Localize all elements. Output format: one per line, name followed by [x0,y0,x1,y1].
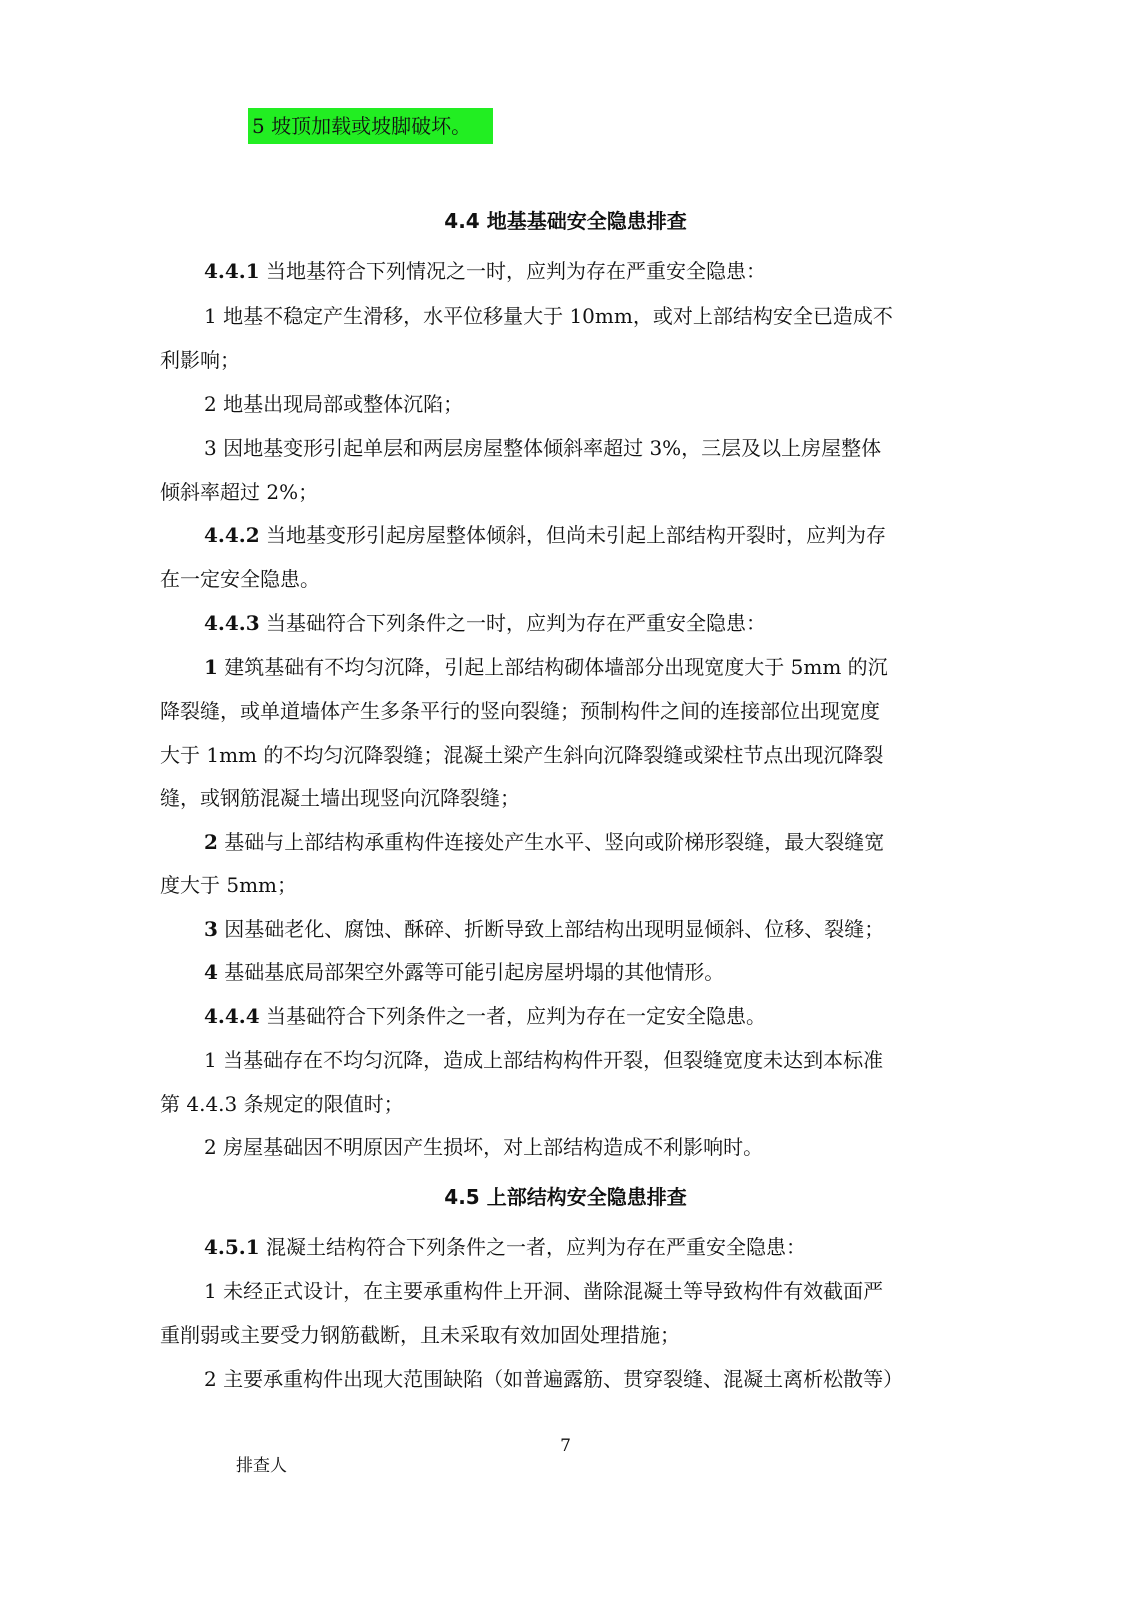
clause-4-4-3-item-1 [204,652,950,682]
clause-4-4-1-item-2: 2 地基出现局部或整体沉陷； [204,392,464,416]
clause-4-5-1-item-1-cont: 重削弱或主要受力钢筋截断，且未采取有效加固处理措施； [160,1323,680,1347]
clause-4-4-3-item-2-cont: 度大于 5mm； [160,873,298,897]
clause-4-4-3 [204,608,950,638]
item-text: 基础与上部结构承重构件连接处产生水平、竖向或阶梯形裂缝，最大裂缝宽 [217,830,885,854]
item-text: 基础基底局部架空外露等可能引起房屋坍塌的其他情形。 [217,960,725,984]
clause-text: 当基础符合下列条件之一者，应判为存在一定安全隐患。 [259,1004,767,1028]
clause-4-5-1-item-2: 2 主要承重构件出现大范围缺陷（如普遍露筋、贯穿裂缝、混凝土离析松散等） [204,1367,904,1391]
clause-4-4-1-item-3-cont: 倾斜率超过 2%； [160,480,319,504]
section-title-4-4: 4.4 地基基础安全隐患排查 [444,209,687,233]
page-number: 7 [560,1436,571,1456]
clause-4-4-2 [204,520,950,550]
clause-4-4-4 [204,1001,950,1031]
clause-text: 混凝土结构符合下列条件之一者，应判为存在严重安全隐患： [259,1235,807,1259]
clause-number: 4.5.1 [204,1235,260,1259]
clause-4-4-1-item-3: 3 因地基变形引起单层和两层房屋整体倾斜率超过 3%，三层及以上房屋整体 [204,436,882,460]
item-number: 2 [204,830,218,854]
clause-number: 4.4.4 [204,1004,260,1028]
clause-4-4-2-cont: 在一定安全隐患。 [160,567,320,591]
clause-4-4-3-item-2 [204,827,950,857]
clause-4-4-3-item-3 [204,914,950,944]
item-number: 4 [204,960,218,984]
clause-text: 当地基变形引起房屋整体倾斜，但尚未引起上部结构开裂时，应判为存 [259,523,887,547]
clause-text: 当地基符合下列情况之一时，应判为存在严重安全隐患： [259,259,767,283]
item-number: 1 [204,655,218,679]
clause-number: 4.4.2 [204,523,260,547]
clause-4-4-4-item-1: 1 当基础存在不均匀沉降，造成上部结构构件开裂，但裂缝宽度未达到本标准 [204,1048,884,1072]
clause-4-4-1-item-1: 1 地基不稳定产生滑移，水平位移量大于 10mm，或对上部结构安全已造成不 [204,304,893,328]
clause-4-4-1-item-1-cont: 利影响； [160,348,240,372]
clause-4-5-1-item-1: 1 未经正式设计，在主要承重构件上开洞、凿除混凝土等导致构件有效截面严 [204,1279,884,1303]
clause-4-4-4-item-1-cont: 第 4.4.3 条规定的限值时； [160,1092,404,1116]
item-number: 3 [204,917,218,941]
inspector-label: 排查人 [236,1456,287,1476]
highlighted-item: 5 坡顶加载或坡脚破坏。 [248,108,493,144]
clause-4-4-3-item-1-cont-2: 大于 1mm 的不均匀沉降裂缝；混凝土梁产生斜向沉降裂缝或梁柱节点出现沉降裂 [160,743,884,767]
clause-4-5-1 [204,1232,950,1262]
clause-text: 当基础符合下列条件之一时，应判为存在严重安全隐患： [259,611,767,635]
clause-4-4-3-item-1-cont-1: 降裂缝，或单道墙体产生多条平行的竖向裂缝；预制构件之间的连接部位出现宽度 [160,699,880,723]
clause-number: 4.4.3 [204,611,260,635]
clause-4-4-3-item-1-cont-3: 缝，或钢筋混凝土墙出现竖向沉降裂缝； [160,786,520,810]
clause-4-4-4-item-2: 2 房屋基础因不明原因产生损坏，对上部结构造成不利影响时。 [204,1135,764,1159]
clause-number: 4.4.1 [204,259,260,283]
section-title-4-5: 4.5 上部结构安全隐患排查 [444,1185,687,1209]
clause-4-4-3-item-4 [204,957,950,987]
clause-4-4-1 [204,256,950,286]
item-text: 因基础老化、腐蚀、酥碎、折断导致上部结构出现明显倾斜、位移、裂缝； [217,917,885,941]
item-text: 建筑基础有不均匀沉降，引起上部结构砌体墙部分出现宽度大于 5mm 的沉 [217,655,888,679]
